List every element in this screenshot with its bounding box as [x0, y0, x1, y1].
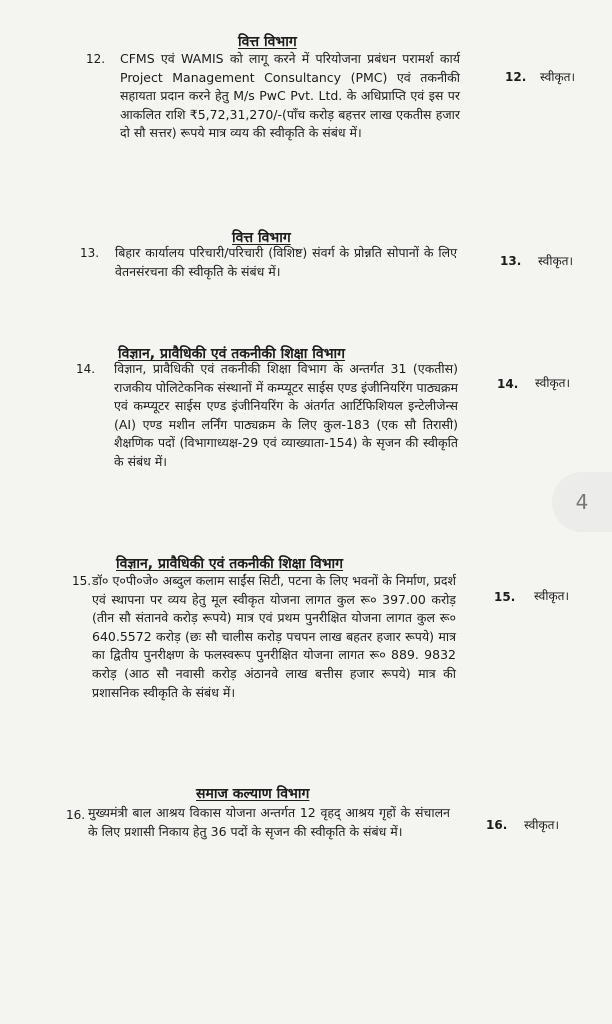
item-number: 15.: [72, 574, 92, 588]
item-description: डॉ० ए०पी०जे० अब्दुल कलाम साईंस सिटी, पटना के लिए भवनों के निर्माण, प्रदर्श एवं स्थापना पर व्यय हेतु मूल स्वीकृत योजना लागत कुल रू० 397.00 करोड़ (तीन सौ संतानवे करोड़ रूपये) मात्र एवं प्रथम पुनरीक्षित योजना लागत कुल रू० 640.5572 करोड़ (छः सौ चालीस करोड़ पचपन लाख बहतर हजार रूपये) मात्र का द्वितीय पुनरीक्षण के फलस्वरूप पुनरीक्षित योजना लागत रू० 889. 9832 करोड़ (आठ सौ नवासी करोड़ अंठानवे लाख बत्तीस हजार रूपये) मात्र की प्रशासनिक स्वीकृति के संबंध में।: [92, 573, 456, 700]
status-text: स्वीकृत।: [538, 254, 574, 268]
department-heading: वित्त विभाग: [232, 230, 291, 246]
item-number: 12.: [86, 52, 106, 66]
result-number: 15.: [494, 590, 516, 604]
item-description: मुख्यमंत्री बाल आश्रय विकास योजना अन्तर्गत 12 वृहद् आश्रय गृहों के संचालन के लिए प्रशासी निकाय हेतु 36 पदों के सृजन की स्वीकृति के संबंध में।: [88, 805, 450, 839]
item-description: CFMS एवं WAMIS को लागू करने में परियोजना प्रबंधन परामर्श कार्य Project Management Consultancy (PMC) एवं तकनीकी सहायता प्रदान करने हेतु M/s PwC Pvt. Ltd. के अधिप्राप्ति एवं इस पर आकलित राशि ₹5,72,31,270/-(पाँच करोड़ बहत्तर लाख एकतीस हजार दो सौ सत्तर) रूपये मात्र व्यय की स्वीकृति के संबंध में।: [120, 51, 460, 141]
page-number-indicator: 4: [552, 472, 612, 532]
result-number: 12.: [505, 70, 527, 84]
result-number: 13.: [500, 254, 522, 268]
item-number: 13.: [80, 246, 100, 260]
department-heading: विज्ञान, प्रावैधिकी एवं तकनीकी शिक्षा विभाग: [118, 346, 346, 362]
result-number: 16.: [486, 818, 508, 832]
item-description: विज्ञान, प्रावैधिकी एवं तकनीकी शिक्षा विभाग के अन्तर्गत 31 (एकतीस) राजकीय पोलिटेकनिक संस्थानों में कम्प्यूटर साईस एण्ड इंजीनियरिंग पाठ्यक्रम एवं कम्प्यूटर साईस एण्ड इंजीनियरिंग के अंतर्गत आर्टिफिशियल इन्टेलीजेन्स (AI) एण्ड मशीन लर्निंग पाठ्यक्रम के लिए कुल-183 (एक सौ तिरासी) शैक्षणिक पदों (विभागाध्यक्ष-29 एवं व्याख्याता-154) के सृजन की स्वीकृति के संबंध में।: [114, 361, 458, 469]
department-heading: विज्ञान, प्रावैधिकी एवं तकनीकी शिक्षा विभाग: [116, 556, 344, 572]
item-number: 16.: [66, 808, 86, 822]
status-text: स्वीकृत।: [534, 589, 570, 603]
status-text: स्वीकृत।: [524, 818, 560, 832]
status-text: स्वीकृत।: [540, 70, 576, 84]
department-heading: समाज कल्याण विभाग: [196, 786, 310, 802]
department-heading: वित्त विभाग: [238, 34, 297, 50]
item-description: बिहार कार्यालय परिचारी/परिचारी (विशिष्ट) संवर्ग के प्रोन्नति सोपानों के लिए वेतनसंरचना की स्वीकृति के संबंध में।: [115, 245, 457, 279]
status-text: स्वीकृत।: [535, 376, 571, 390]
result-number: 14.: [497, 377, 519, 391]
item-number: 14.: [76, 362, 96, 376]
